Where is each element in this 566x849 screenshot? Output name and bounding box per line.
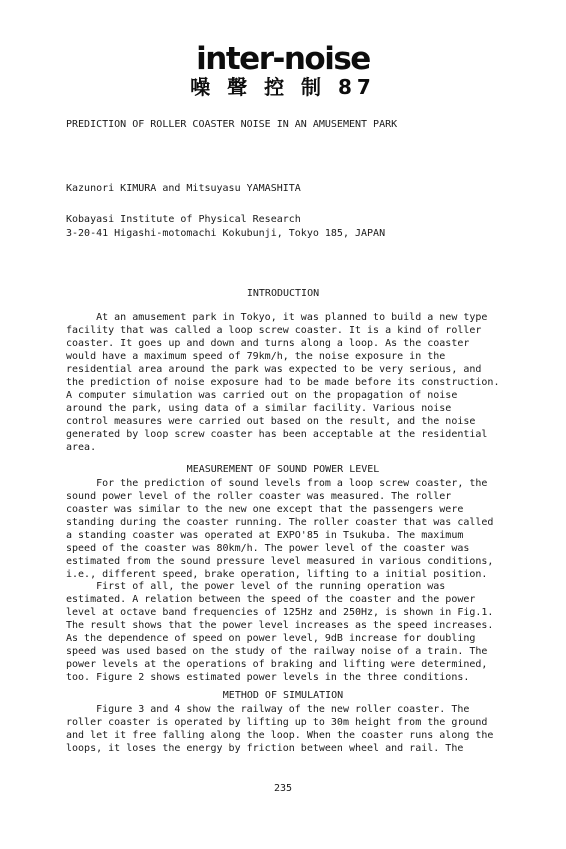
paper-title: PREDICTION OF ROLLER COASTER NOISE IN AN AMUSEMENT PARK (66, 119, 398, 130)
measurement-paragraph-2: First of all, the power level of the running operation was estimated. A relation between the speed of the coaster and the power level at octave band frequencies of 125Hz and 250Hz, is shown in Fig.1. The result shows that the power level increases as the speed increases. As the dependence of speed on power level, 9dB increase for doubling speed was used based on the study of the railway noise of a train. The power levels at the operations of braking and lifting were determined, too. Figure 2 shows estimated power levels in the three conditions. (66, 581, 494, 683)
affiliation-line-2: 3-20-41 Higashi-motomachi Kokubunji, Tokyo 185, JAPAN (66, 228, 386, 239)
introduction-paragraph: At an amusement park in Tokyo, it was planned to build a new type facility that was called a loop screw coaster. It is a kind of roller coaster. It goes up and down and turns along a loop. As the coaster would have a maximum speed of 79km/h, the noise exposure in the residential area around the park was expected to be very serious, and the prediction of noise exposure had to be made before its construction. A computer simulation was carried out on the propagation of noise around the park, using data of a similar facility. Various noise control measures were carried out based on the result, and the noise generated by loop screw coaster has been acceptable at the residential area. (66, 312, 500, 453)
method-heading: METHOD OF SIMULATION (222, 690, 344, 701)
measurement-heading: MEASUREMENT OF SOUND POWER LEVEL (186, 464, 380, 475)
page-number: 235 (273, 783, 293, 794)
method-paragraph: Figure 3 and 4 show the railway of the new roller coaster. The roller coaster is operated by lifting up to 30m height from the ground and let it free falling along the loop. When the coaster runs along the loops, it loses the energy by friction between wheel and rail. The (66, 704, 494, 754)
conference-logo: inter-noise (196, 41, 370, 77)
conference-logo-subtitle: 噪 聲 控 制 87 (190, 75, 376, 99)
affiliation-line-1: Kobayasi Institute of Physical Research (66, 214, 301, 225)
introduction-heading: INTRODUCTION (246, 288, 320, 299)
measurement-paragraph-1: For the prediction of sound levels from a loop screw coaster, the sound power level of the roller coaster was measured. The roller coaster was similar to the new one except that the passengers were standing during the coaster running. The roller coaster that was called a standing coaster was operated at EXPO'85 in Tsukuba. The maximum speed of the coaster was 80km/h. The power level of the coaster was estimated from the sound pressure level measured in various conditions, i.e., different speed, brake operation, lifting to a initial position. (66, 478, 494, 580)
paper-authors: Kazunori KIMURA and Mitsuyasu YAMASHITA (66, 183, 301, 194)
